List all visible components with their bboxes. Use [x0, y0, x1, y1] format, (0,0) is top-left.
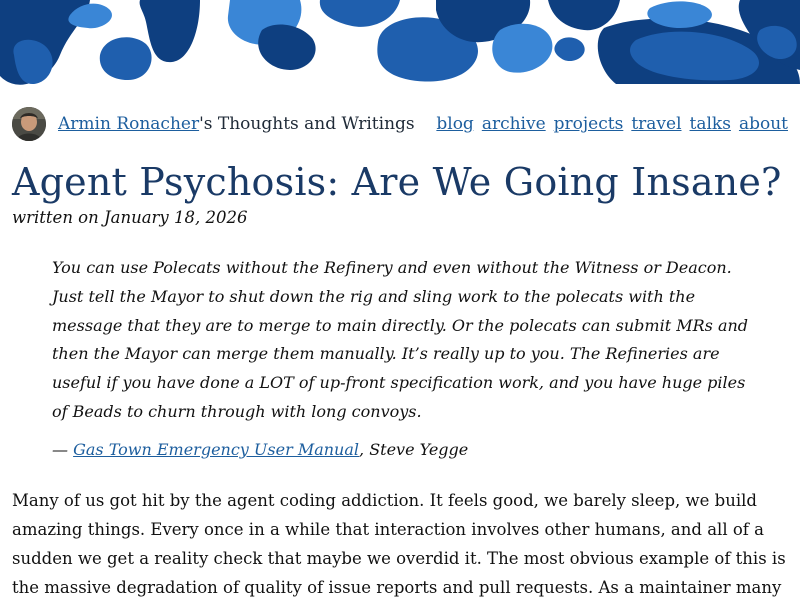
header-banner: [0, 0, 800, 92]
nav-link-travel[interactable]: travel: [631, 114, 682, 134]
nav-link-projects[interactable]: projects: [553, 114, 624, 134]
main-nav: [436, 114, 788, 134]
site-header: [12, 106, 788, 142]
banner-blob-shapes: [0, 0, 800, 85]
post-byline: written on January 18, 2026: [12, 208, 248, 227]
attribution-source-link[interactable]: Gas Town Emergency User Manual: [73, 440, 360, 459]
attribution-author: , Steve Yegge: [359, 440, 469, 459]
nav-link-talks[interactable]: talks: [689, 114, 731, 134]
nav-link-about[interactable]: about: [738, 114, 788, 134]
site-title-suffix: 's Thoughts and Writings: [199, 114, 415, 134]
quote-attribution: [52, 440, 468, 459]
attribution-dash: —: [52, 440, 74, 459]
author-link[interactable]: Armin Ronacher: [58, 114, 200, 134]
nav-link-blog[interactable]: blog: [436, 114, 474, 134]
nav-link-archive[interactable]: archive: [481, 114, 546, 134]
post-epigraph-quote: You can use Polecats without the Refinery and even without the Witness or Deacon. Just tell the Mayor to shut down the rig and sling work to the polecats with the message that they are to merge to main directly. Or the polecats can submit MRs and then the Mayor can merge them manually. It’s really up to you. The Refineries are useful if you have done a LOT of up-front specification work, and you have huge piles of Beads to churn through with long convoys.: [52, 258, 749, 421]
site-title: [58, 114, 415, 134]
post-body-paragraph: Many of us got hit by the agent coding addiction. It feels good, we barely sleep, we build amazing things. Every once in a while that interaction involves other humans, and all of a sudden we get a reality check that maybe we overdid it. The most obvious example of this is the massive degradation of quality of issue reports and pull requests. As a maintainer many: [12, 491, 786, 597]
avatar-portrait-icon: [12, 107, 46, 141]
avatar[interactable]: [12, 107, 46, 141]
post-title: Agent Psychosis: Are We Going Insane?: [12, 160, 782, 204]
